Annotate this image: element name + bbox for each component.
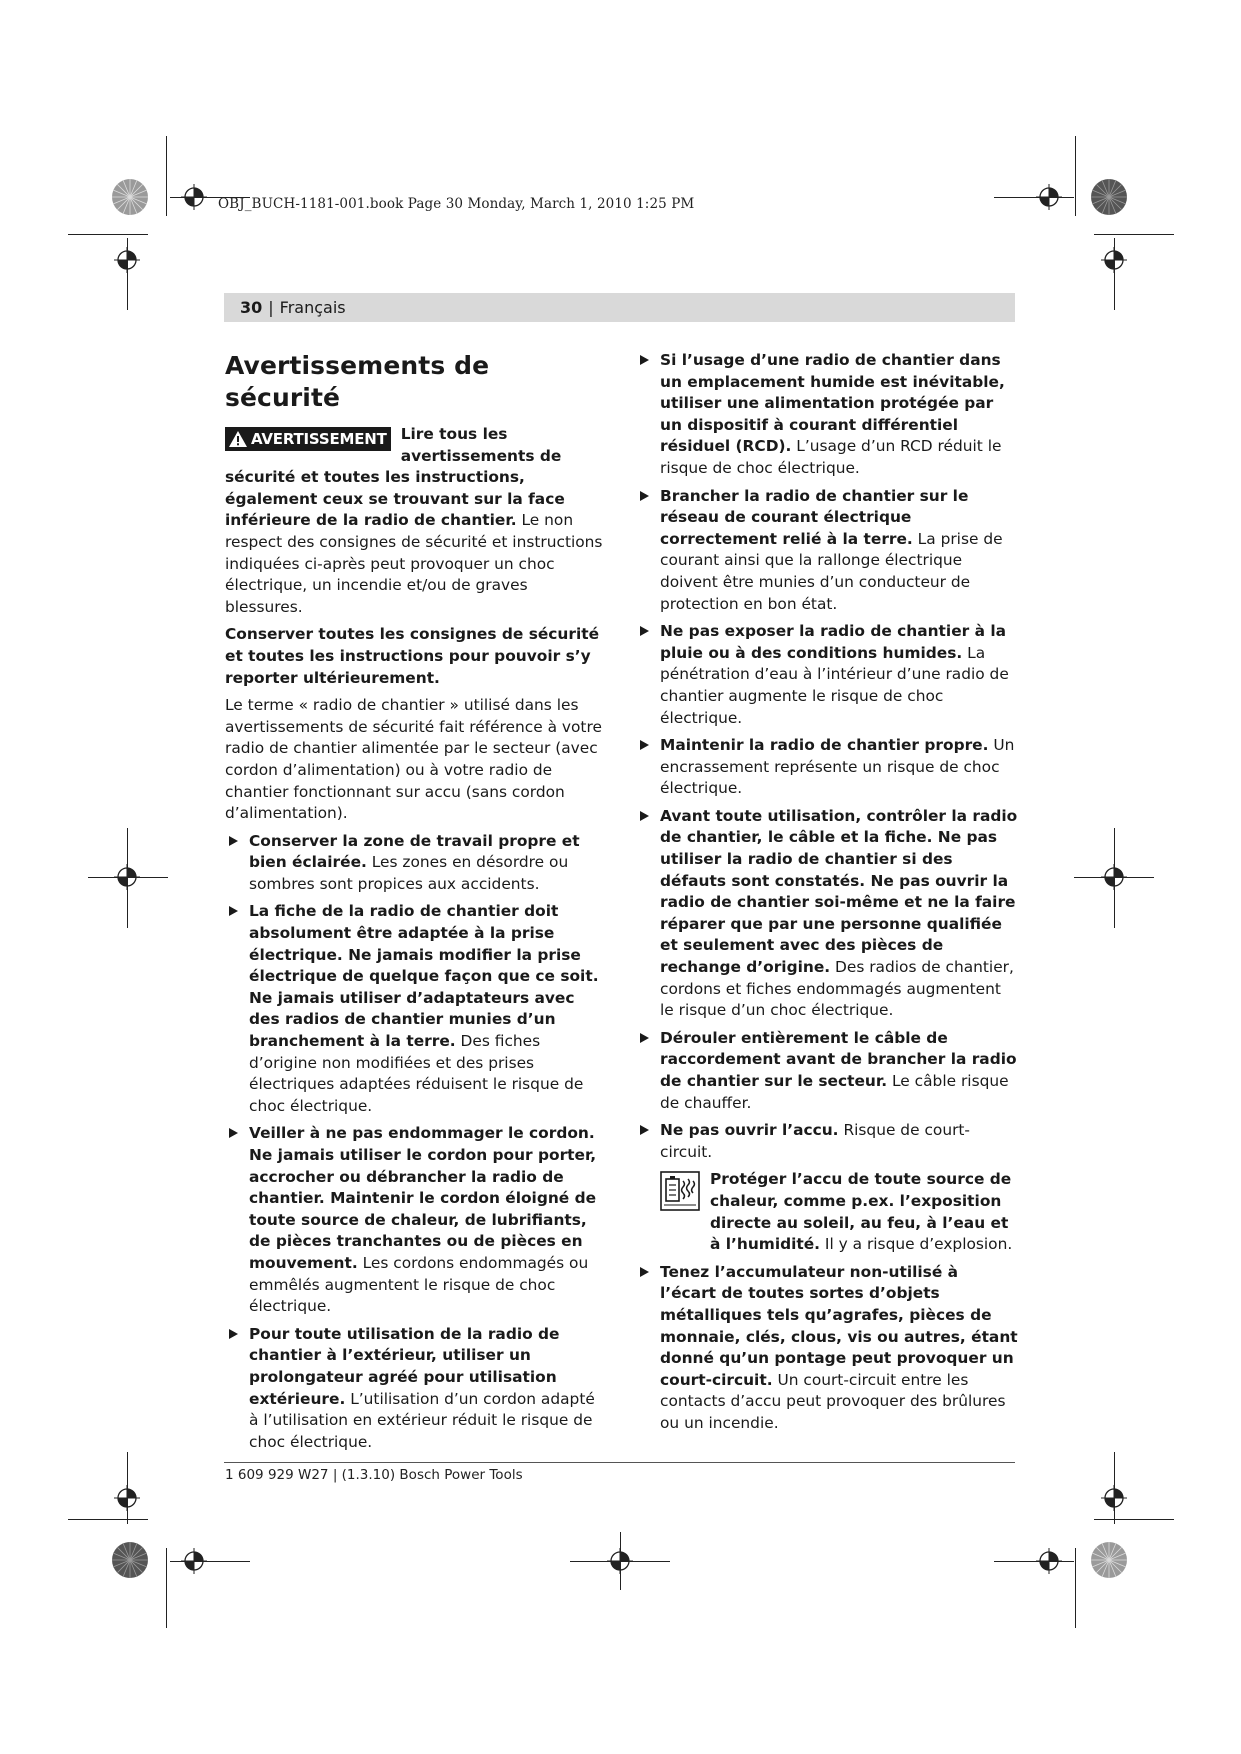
battery-heat-icon bbox=[660, 1171, 700, 1211]
bullet-text: Un encrassement représente un risque de choc électrique. bbox=[660, 736, 1015, 798]
right-column bbox=[636, 350, 1018, 1441]
bullet-text: La pénétration d’eau à l’intérieur d’une radio de chantier augmente le risque de choc électrique. bbox=[660, 643, 1009, 727]
crop-line bbox=[1075, 1548, 1076, 1628]
color-calibration-disc-icon bbox=[1090, 1541, 1128, 1579]
bullet-bold: Ne pas ouvrir l’accu. bbox=[660, 1121, 839, 1140]
bullet-arrow-icon bbox=[229, 906, 238, 916]
left-bullet-list bbox=[225, 831, 609, 1454]
bullet-bold: Brancher la radio de chantier sur le réseau de courant électrique correctement relié à la terre. bbox=[660, 486, 969, 548]
list-item bbox=[225, 901, 609, 1117]
bullet-bold: Si l’usage d’une radio de chantier dans un emplacement humide est inévitable, utiliser une alimentation protégée par un dispositif à courant différentiel résiduel (RCD). bbox=[660, 351, 1005, 456]
battery-note-text bbox=[710, 1169, 1018, 1255]
definition-text: Le terme « radio de chantier » utilisé dans les avertissements de sécurité fait référence à votre radio de chantier alimentée par le secteur (avec cordon d’alimentation) ou à votre radio de chantier fonctionnant sur accu (sans cordon d’alimentation). bbox=[225, 696, 602, 823]
bullet-bold: Avant toute utilisation, contrôler la radio de chantier, le câble et la fiche. Ne pas utiliser la radio de chantier si des défauts sont constatés. Ne pas ouvrir la radio de chantier soi-même et ne la faire réparer que par une personne qualifiée et seulement avec des pièces de rechange d’origine. bbox=[660, 806, 1018, 977]
bullet-bold: Maintenir la radio de chantier propre. bbox=[660, 736, 989, 755]
bullet-arrow-icon bbox=[640, 491, 649, 501]
list-item bbox=[636, 1262, 1018, 1435]
crop-line bbox=[1094, 1519, 1174, 1520]
bullet-arrow-icon bbox=[640, 740, 649, 750]
bullet-bold: Veiller à ne pas endommager le cordon. Ne jamais utiliser le cordon pour porter, accrocher ou débrancher la radio de chantier. Maintenir le cordon éloigné de toute source de chaleur, de lubrifiants, de pièces tranchantes ou de pièces en mouvement. bbox=[249, 1124, 597, 1272]
warning-block bbox=[225, 424, 609, 618]
bullet-arrow-icon bbox=[640, 1033, 649, 1043]
footer-rule bbox=[224, 1462, 1015, 1463]
bullet-arrow-icon bbox=[640, 811, 649, 821]
bullet-arrow-icon bbox=[640, 626, 649, 636]
registration-target-icon bbox=[114, 247, 140, 273]
crop-line bbox=[68, 234, 148, 235]
warning-badge-label: AVERTISSEMENT bbox=[251, 430, 387, 448]
footer-text: 1 609 929 W27 | (1.3.10) Bosch Power Tools bbox=[225, 1467, 523, 1483]
color-calibration-disc-icon bbox=[111, 178, 149, 216]
header-language: Français bbox=[279, 298, 346, 317]
list-item bbox=[225, 1123, 609, 1317]
crop-line bbox=[994, 197, 1074, 198]
list-item bbox=[636, 350, 1018, 480]
bullet-bold: Ne pas exposer la radio de chantier à la pluie ou à des conditions humides. bbox=[660, 622, 1006, 662]
battery-note-bold: Protéger l’accu de toute source de chaleur, comme p.ex. l’exposition directe au soleil, au feu, à l’eau et à l’humidité. bbox=[710, 1170, 1012, 1254]
list-item bbox=[636, 621, 1018, 729]
bullet-text: Des radios de chantier, cordons et fiches endommagés augmentent le risque d’un choc électrique. bbox=[660, 958, 1014, 1020]
list-item bbox=[636, 735, 1018, 800]
registration-target-icon bbox=[1101, 247, 1127, 273]
list-item bbox=[225, 831, 609, 896]
bullet-text: La prise de courant ainsi que la rallonge électrique doivent être munies d’un conducteur de protection en bon état. bbox=[660, 529, 1003, 613]
right-bullet-list-end bbox=[636, 1262, 1018, 1435]
crop-line bbox=[1075, 136, 1076, 216]
header-separator: | bbox=[268, 298, 274, 317]
bullet-text: Le câble risque de chauffer. bbox=[660, 1072, 1009, 1112]
color-calibration-disc-icon bbox=[111, 1541, 149, 1579]
crop-line bbox=[166, 1548, 167, 1628]
registration-target-icon bbox=[114, 864, 140, 890]
registration-target-icon bbox=[1101, 1485, 1127, 1511]
bullet-arrow-icon bbox=[229, 836, 238, 846]
registration-target-icon bbox=[607, 1548, 633, 1574]
crop-line bbox=[166, 136, 167, 216]
warning-triangle-icon bbox=[228, 430, 248, 448]
page-header bbox=[224, 293, 1015, 322]
bullet-text: L’utilisation d’un cordon adapté à l’utilisation en extérieur réduit le risque de choc électrique. bbox=[249, 1389, 595, 1451]
battery-heat-note bbox=[636, 1169, 1018, 1255]
bullet-bold: Conserver la zone de travail propre et bien éclairée. bbox=[249, 831, 580, 872]
bullet-arrow-icon bbox=[640, 1125, 649, 1135]
bullet-bold: Dérouler entièrement le câble de raccordement avant de brancher la radio de chantier sur le secteur. bbox=[660, 1028, 1017, 1090]
color-calibration-disc-icon bbox=[1090, 178, 1128, 216]
page-number: 30 bbox=[240, 298, 263, 317]
warning-bold-text: Lire tous les avertissements de sécurité et toutes les instructions, également ceux se trouvant sur la face inférieure de la radio de chantier. bbox=[225, 425, 565, 530]
bullet-text: L’usage d’un RCD réduit le risque de choc électrique. bbox=[660, 437, 1002, 477]
list-item bbox=[636, 1120, 1018, 1163]
battery-note-plain: Il y a risque d’explosion. bbox=[820, 1235, 1013, 1254]
bullet-text: Des fiches d’origine non modifiées et des prises électriques adaptées réduisent le risque de choc électrique. bbox=[249, 1032, 584, 1115]
registration-target-icon bbox=[1101, 864, 1127, 890]
bullet-arrow-icon bbox=[640, 1267, 649, 1277]
registration-target-icon bbox=[181, 184, 207, 210]
bullet-bold: Pour toute utilisation de la radio de chantier à l’extérieur, utiliser un prolongateur agréé pour utilisation extérieure. bbox=[249, 1324, 560, 1408]
list-item bbox=[636, 806, 1018, 1022]
bullet-bold: Tenez l’accumulateur non-utilisé à l’écart de toutes sortes d’objets métalliques tels qu’agrafes, pièces de monnaie, clés, clous, vis ou autres, étant donné qu’un pontage peut provoquer un court-circuit. bbox=[660, 1262, 1018, 1389]
list-item bbox=[636, 1028, 1018, 1114]
bullet-text: Risque de court-circuit. bbox=[660, 1121, 970, 1161]
crop-line bbox=[68, 1519, 148, 1520]
registration-target-icon bbox=[181, 1548, 207, 1574]
bullet-bold: La fiche de la radio de chantier doit absolument être adaptée à la prise électrique. Ne jamais modifier la prise électrique de quelque façon que ce soit. Ne jamais utiliser d’adaptateurs avec des radios de chantier munies d’un branchement à la terre. bbox=[249, 902, 599, 1051]
section-title: Avertissements de sécurité bbox=[225, 351, 490, 412]
registration-target-icon bbox=[1036, 1548, 1062, 1574]
bullet-arrow-icon bbox=[640, 355, 649, 365]
warning-text: Le non respect des consignes de sécurité et instructions indiquées ci-après peut provoquer un choc électrique, un incendie et/ou de graves blessures. bbox=[225, 511, 603, 616]
crop-line bbox=[1094, 234, 1174, 235]
list-item bbox=[636, 486, 1018, 616]
bullet-text: Les cordons endommagés ou emmêlés augmentent le risque de choc électrique. bbox=[249, 1253, 589, 1316]
registration-target-icon bbox=[114, 1485, 140, 1511]
print-file-info: OBJ_BUCH-1181-001.book Page 30 Monday, March 1, 2010 1:25 PM bbox=[218, 196, 695, 212]
bullet-arrow-icon bbox=[229, 1128, 238, 1138]
bullet-arrow-icon bbox=[229, 1329, 238, 1339]
bullet-text: Un court-circuit entre les contacts d’accu peut provoquer des brûlures ou un incendie. bbox=[660, 1370, 1006, 1432]
warning-badge bbox=[225, 427, 391, 451]
crop-line bbox=[994, 1561, 1074, 1562]
registration-target-icon bbox=[1036, 184, 1062, 210]
right-bullet-list bbox=[636, 350, 1018, 1163]
left-column bbox=[225, 350, 609, 1459]
keep-instructions-text: Conserver toutes les consignes de sécurité et toutes les instructions pour pouvoir s’y reporter ultérieurement. bbox=[225, 625, 600, 687]
list-item bbox=[225, 1324, 609, 1454]
bullet-text: Les zones en désordre ou sombres sont propices aux accidents. bbox=[249, 853, 569, 893]
